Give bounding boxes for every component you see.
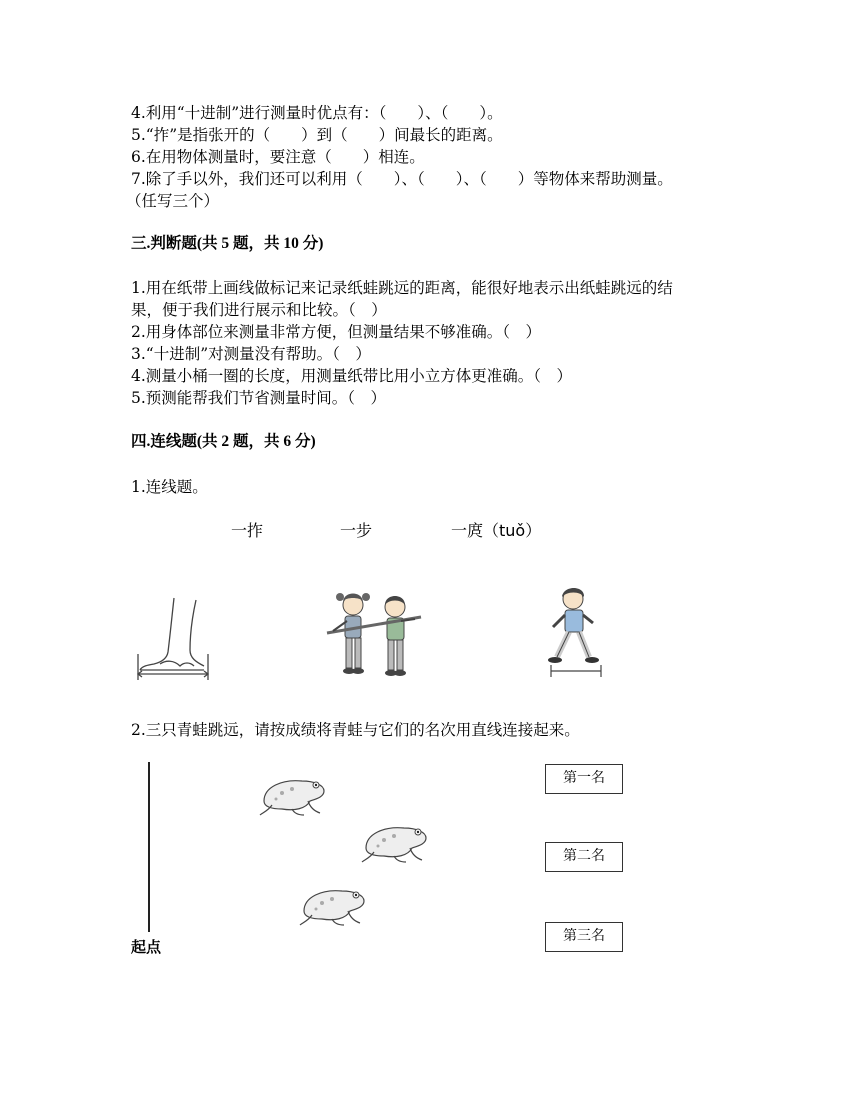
question-3-2: 2.用身体部位来测量非常方便，但测量结果不够准确。（ ）	[131, 323, 542, 341]
question-2-6: 6.在用物体测量时，要注意（ ）相连。	[131, 148, 425, 166]
question-2-4: 4.利用“十进制”进行测量时优点有：（ ）、（ ）。	[131, 104, 503, 122]
question-3-3: 3.“十进制”对测量没有帮助。（ ）	[131, 345, 371, 363]
frog-icon	[360, 822, 430, 864]
section-4-title: 四.连线题(共 2 题，共 6 分)	[131, 433, 316, 450]
unit-label-zha: 一拃	[231, 521, 264, 540]
start-line	[148, 762, 150, 932]
question-2-5: 5.“拃”是指张开的（ ）到（ ）间最长的距离。	[131, 126, 503, 144]
unit-label-tuo: 一庹（tuǒ）	[451, 521, 542, 540]
question-4-1: 1.连线题。	[131, 478, 208, 496]
question-2-7-line1: 7.除了手以外，我们还可以利用（ ）、（ ）、（ ）等物体来帮助测量。	[131, 170, 673, 188]
frog-icon	[258, 775, 328, 817]
question-3-1-line1: 1.用在纸带上画线做标记来记录纸蛙跳远的距离，能很好地表示出纸蛙跳远的结	[131, 279, 673, 297]
section-3-title: 三.判断题(共 5 题，共 10 分)	[131, 235, 324, 252]
start-label: 起点	[131, 938, 162, 956]
unit-label-bu: 一步	[340, 521, 373, 540]
question-3-5: 5.预测能帮我们节省测量时间。（ ）	[131, 389, 387, 407]
question-4-2: 2.三只青蛙跳远，请按成绩将青蛙与它们的名次用直线连接起来。	[131, 721, 580, 739]
rank-box-second: 第二名	[545, 842, 623, 872]
rank-box-third: 第三名	[545, 922, 623, 952]
hand-span-illustration	[134, 596, 214, 682]
children-measuring-illustration	[325, 583, 425, 681]
rank-box-first: 第一名	[545, 764, 623, 794]
question-2-7-line2: （任写三个）	[126, 192, 220, 210]
question-3-1-line2: 果，便于我们进行展示和比较。（ ）	[131, 301, 387, 319]
question-3-4: 4.测量小桶一圈的长度，用测量纸带比用小立方体更准确。（ ）	[131, 367, 573, 385]
walking-child-illustration	[545, 583, 605, 679]
frog-icon	[298, 885, 368, 927]
